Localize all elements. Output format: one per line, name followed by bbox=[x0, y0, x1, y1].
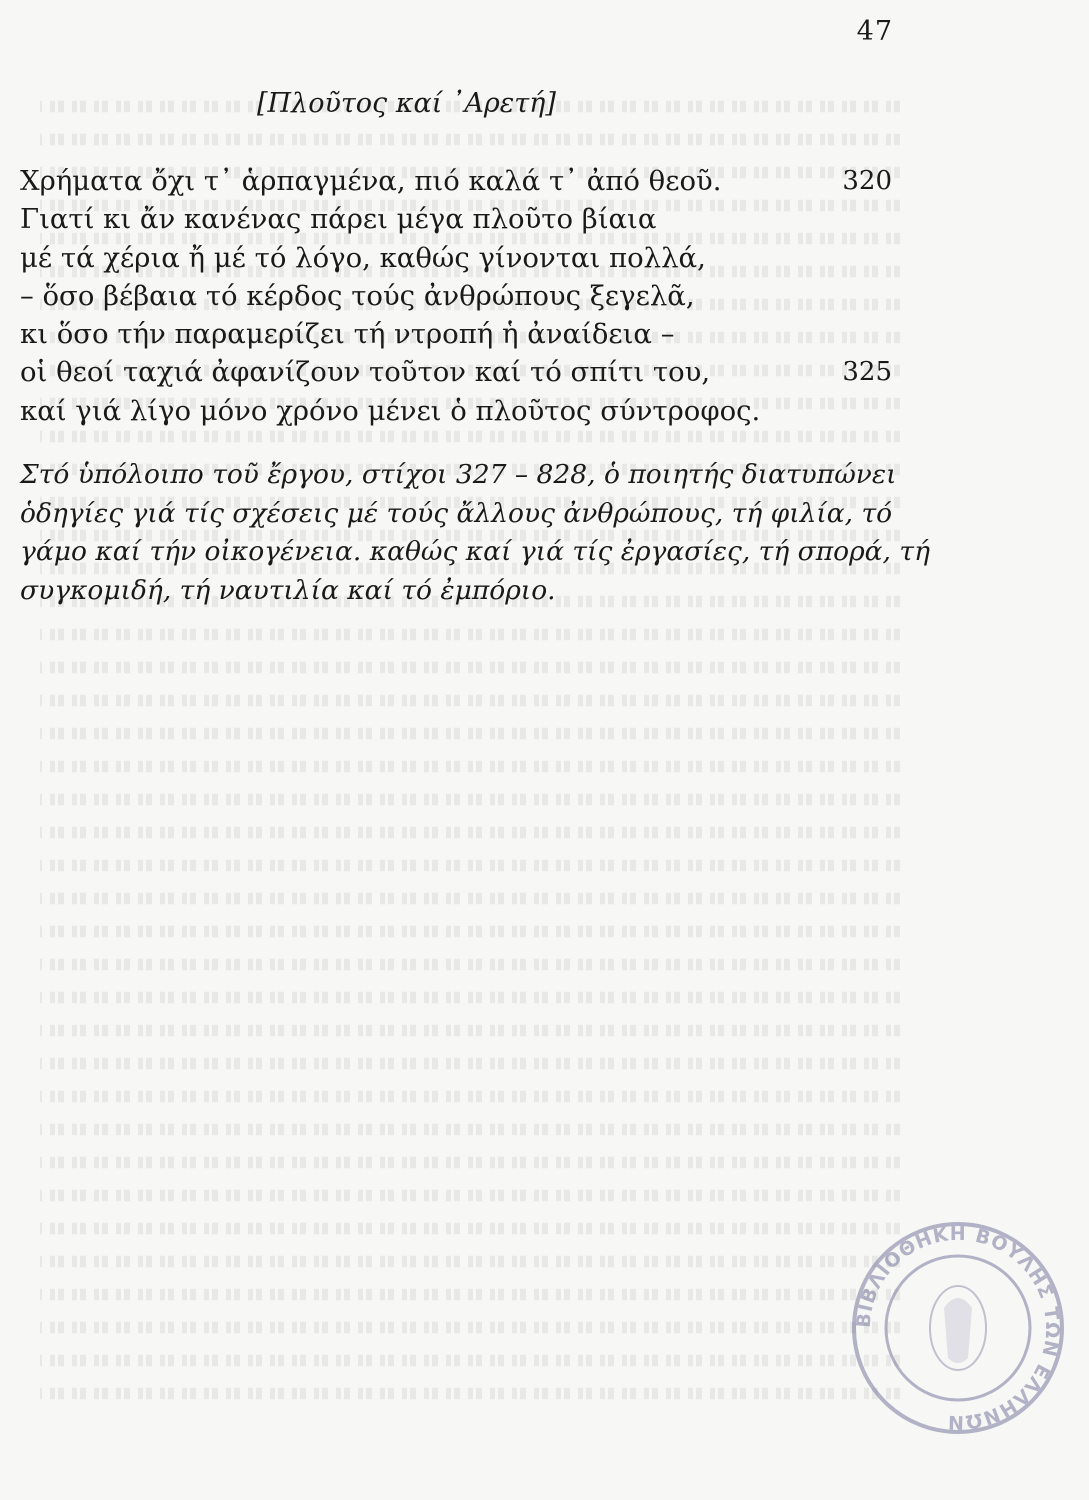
verse-line bbox=[20, 392, 900, 430]
stamp-text: ΒΙΒΛΙΟΘΗΚΗ ΒΟΥΛΗΣ ΤΩΝ ΕΛΛΗΝΩΝ bbox=[852, 1222, 1064, 1434]
commentary-paragraph bbox=[20, 456, 930, 610]
verse-number: 320 bbox=[842, 166, 892, 196]
library-stamp-seal bbox=[848, 1218, 1068, 1438]
verse-text: καί γιά λίγο μόνο χρόνο μένει ὁ πλοῦτος σύντροφος. bbox=[20, 394, 761, 427]
commentary-line: γάμο καί τήν οἰκογένεια. καθώς καί γιά τίς ἐργασίες, τή σπορά, τή bbox=[20, 536, 930, 567]
section-title: [Πλοῦτος καί ᾿Αρετή] bbox=[257, 88, 556, 119]
verse-number: 325 bbox=[842, 357, 892, 388]
commentary-line: Στό ὑπόλοιπο τοῦ ἔργου, στίχοι 327 – 828, ὁ ποιητής διατυπώνει bbox=[20, 459, 897, 490]
verse-line bbox=[20, 315, 900, 353]
verse-line bbox=[20, 277, 900, 315]
verse-text: Γιατί κι ἄν κανένας πάρει μέγα πλοῦτο βίαια bbox=[20, 203, 657, 236]
verse-text: οἱ θεοί ταχιά ἀφανίζουν τοῦτον καί τό σπίτι του, bbox=[20, 356, 711, 389]
verse-line bbox=[20, 353, 900, 391]
page-number: 47 bbox=[856, 16, 893, 47]
verse-line bbox=[20, 239, 900, 277]
commentary-line: συγκομιδή, τή ναυτιλία καί τό ἐμπόριο. bbox=[20, 574, 556, 606]
verse-line bbox=[20, 162, 900, 200]
commentary-line: ὁδηγίες γιά τίς σχέσεις μέ τούς ἄλλους ἀνθρώπους, τή φιλία, τό bbox=[20, 497, 893, 529]
verse-text: κι ὅσο τήν παραμερίζει τή ντροπή ἡ ἀναίδεια – bbox=[20, 318, 675, 351]
verse-line bbox=[20, 200, 900, 238]
poem-verses bbox=[20, 162, 900, 430]
verse-text: μέ τά χέρια ἤ μέ τό λόγο, καθώς γίνονται πολλά, bbox=[20, 241, 706, 274]
verse-text: – ὅσο βέβαια τό κέρδος τούς ἀνθρώπους ξεγελᾶ, bbox=[20, 279, 695, 312]
verse-text: Χρήματα ὄχι τ᾿ ἁρπαγμένα, πιό καλά τ᾿ ἀπό θεοῦ. bbox=[20, 165, 722, 197]
